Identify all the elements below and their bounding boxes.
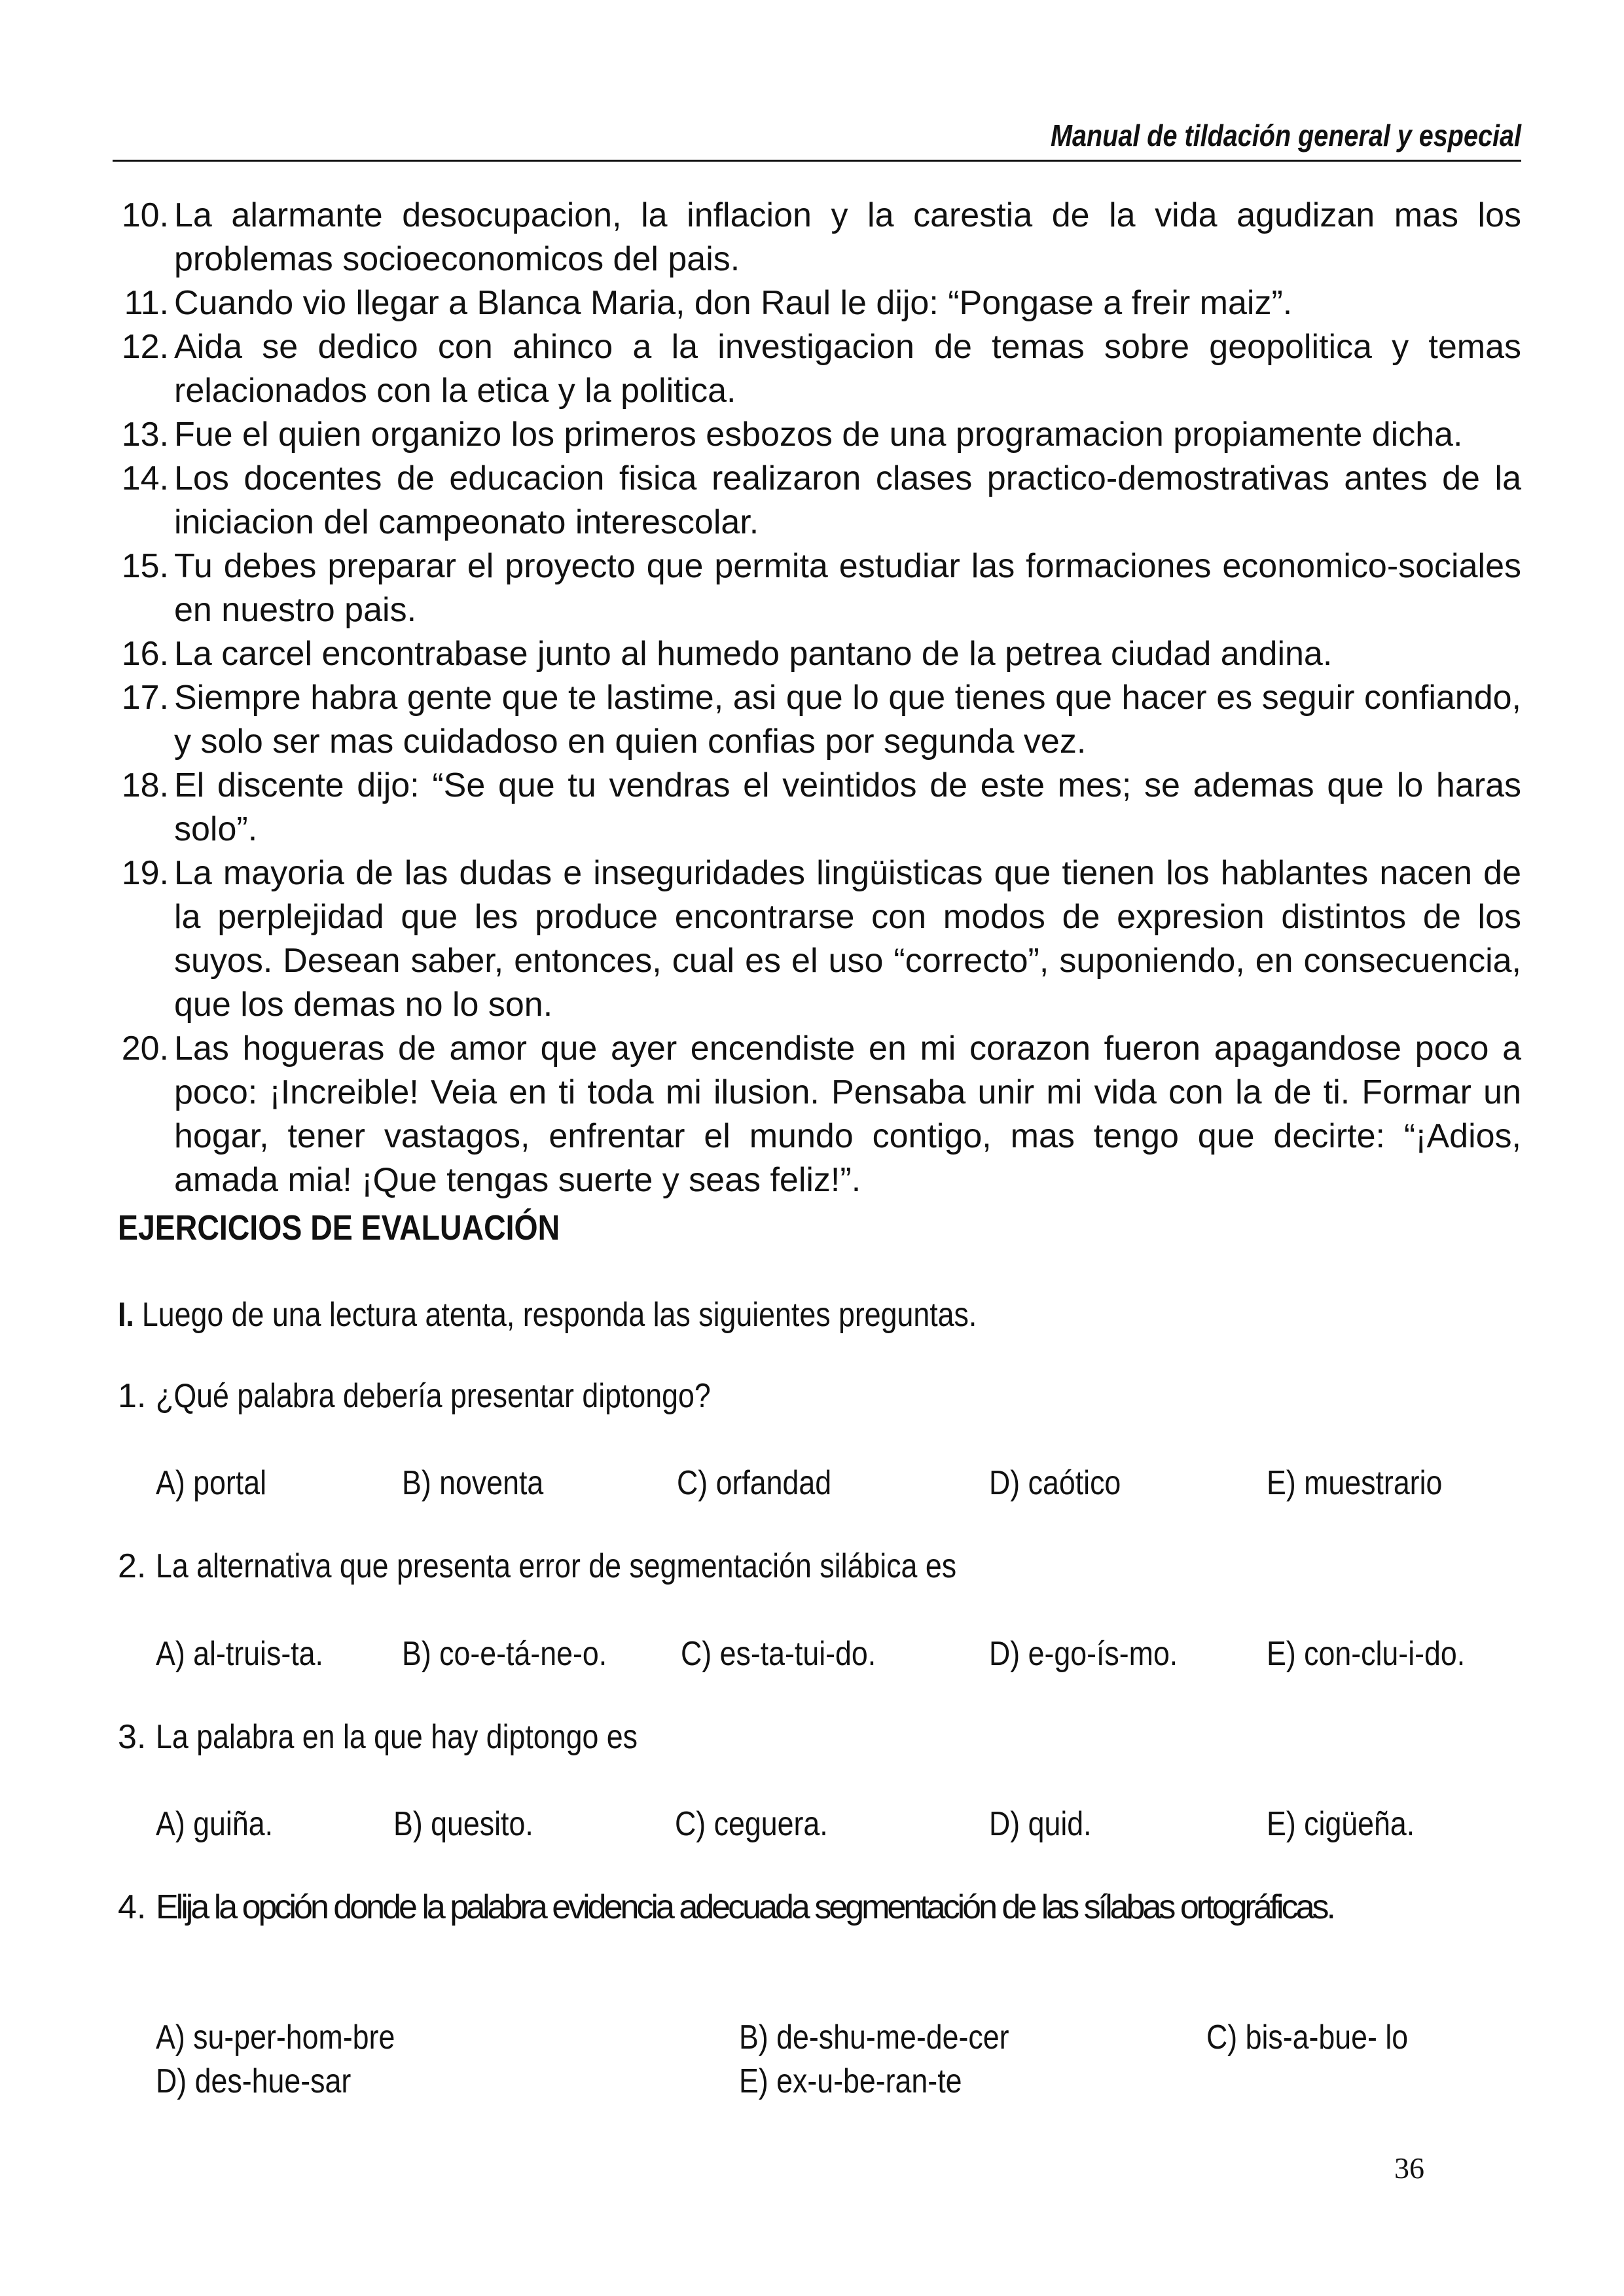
list-item (117, 457, 1521, 545)
option-c: C) bis-a-bue- lo (1206, 2018, 1409, 2056)
item-number: 13. (121, 416, 169, 454)
item-number: 16. (121, 635, 169, 673)
option-d: D) e-go-ís-mo. (989, 1635, 1178, 1673)
item-text: La alarmante desocupacion, la inflacion y la carestia de la vida agudizan mas los problemas socioeconomicos del pais. (174, 196, 1521, 278)
instruction-number: I. (118, 1296, 134, 1334)
option-e: E) muestrario (1267, 1464, 1443, 1502)
item-text: Siempre habra gente que te lastime, asi que lo que tienes que hacer es seguir confiando, y solo ser mas cuidadoso en quien confias por segunda vez. (174, 679, 1521, 761)
option-c: C) ceguera. (675, 1805, 828, 1843)
list-item (117, 1027, 1521, 1202)
page-number: 36 (1394, 2151, 1424, 2185)
option-d: D) quid. (989, 1805, 1092, 1843)
exercise-list (117, 194, 1521, 1202)
instruction (118, 1293, 1427, 1337)
item-number: 17. (121, 679, 169, 717)
item-text: Tu debes preparar el proyecto que permita estudiar las formaciones economico-sociales en nuestro pais. (174, 547, 1521, 629)
instruction-text: Luego de una lectura atenta, responda las siguientes preguntas. (141, 1296, 977, 1334)
option-b: B) de-shu-me-de-cer (739, 2018, 1009, 2056)
list-item (117, 676, 1521, 764)
option-b: B) quesito. (393, 1805, 533, 1843)
question-text: Elija la opción donde la palabra evidencia adecuada segmentación de las sílabas ortográficas. (156, 1888, 1333, 1926)
option-e: E) cigüeña. (1267, 1805, 1415, 1843)
section-heading: EJERCICIOS DE EVALUACIÓN (118, 1208, 560, 1247)
item-number: 18. (121, 766, 169, 804)
item-text: Cuando vio llegar a Blanca Maria, don Raul le dijo: “Pongase a freir maiz”. (174, 284, 1293, 322)
question-number: 1. (118, 1377, 147, 1415)
option-e: E) ex-u-be-ran-te (739, 2062, 962, 2100)
option-c: C) es-ta-tui-do. (681, 1635, 876, 1673)
list-item (117, 852, 1521, 1027)
question-text: La palabra en la que hay diptongo es (156, 1718, 638, 1756)
item-text: Las hogueras de amor que ayer encendiste en mi corazon fueron apagandose poco a poco: ¡Increible! Veia en ti toda mi ilusion. Pensaba unir mi vida con la de ti. Formar un hogar, tener vastagos, enfrentar el mundo contigo, mas tengo que decirte: “¡Adios, amada mia! ¡Que tengas suerte y seas feliz!”. (174, 1030, 1521, 1199)
item-text: Los docentes de educacion fisica realizaron clases practico-demostrativas antes de la iniciacion del campeonato interescolar. (174, 459, 1521, 541)
header-title: Manual de tildación general y especial (1051, 118, 1521, 152)
option-b: B) co-e-tá-ne-o. (402, 1635, 607, 1673)
item-number: 12. (121, 328, 169, 366)
question-number: 3. (118, 1718, 147, 1756)
question-text: ¿Qué palabra debería presentar diptongo? (156, 1377, 711, 1415)
option-d: D) caótico (989, 1464, 1121, 1502)
item-number: 11. (124, 284, 169, 322)
option-e: E) con-clu-i-do. (1267, 1635, 1466, 1673)
list-item (117, 194, 1521, 281)
list-item (117, 764, 1521, 852)
list-item (117, 632, 1521, 676)
option-a: A) portal (156, 1464, 267, 1502)
option-a: A) al-truis-ta. (156, 1635, 323, 1673)
option-d: D) des-hue-sar (156, 2062, 352, 2100)
item-number: 19. (121, 854, 169, 892)
running-header (113, 113, 1521, 162)
list-item (117, 545, 1521, 632)
question-text: La alternativa que presenta error de segmentación silábica es (156, 1547, 957, 1585)
item-text: Fue el quien organizo los primeros esbozos de una programacion propiamente dicha. (174, 416, 1463, 454)
item-number: 20. (121, 1030, 169, 1067)
item-text: Aida se dedico con ahinco a la investigacion de temas sobre geopolitica y temas relacionados con la etica y la politica. (174, 328, 1521, 410)
list-item (117, 281, 1521, 325)
option-c: C) orfandad (677, 1464, 832, 1502)
question-number: 4. (118, 1888, 147, 1926)
list-item (117, 413, 1521, 457)
item-text: La carcel encontrabase junto al humedo pantano de la petrea ciudad andina. (174, 635, 1333, 673)
list-item (117, 325, 1521, 413)
option-a: A) su-per-hom-bre (156, 2018, 395, 2056)
item-text: El discente dijo: “Se que tu vendras el veintidos de este mes; se ademas que lo haras solo”. (174, 766, 1521, 848)
item-number: 15. (121, 547, 169, 585)
option-a: A) guiña. (156, 1805, 274, 1843)
option-b: B) noventa (402, 1464, 544, 1502)
item-text: La mayoria de las dudas e inseguridades lingüisticas que tienen los hablantes nacen de la perplejidad que les produce encontrarse con modos de expresion distintos de los suyos. Desean saber, entonces, cual es el uso “correcto”, suponiendo, en consecuencia, que los demas no lo son. (174, 854, 1521, 1024)
item-number: 14. (121, 459, 169, 497)
item-number: 10. (121, 196, 169, 234)
question-number: 2. (118, 1547, 147, 1585)
